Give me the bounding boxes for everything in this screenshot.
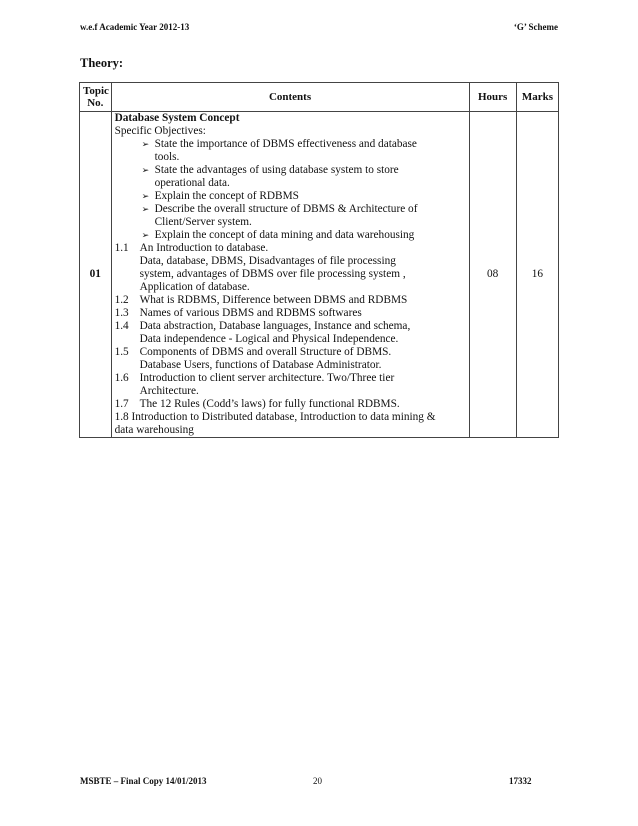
subtopic-text: What is RDBMS, Difference between DBMS and RDBMS	[139, 294, 408, 306]
subtopic-item	[115, 294, 466, 307]
subtopic-number: 1.3	[114, 307, 129, 319]
subtopic-item	[115, 398, 466, 411]
subtopic-text-cont: Application of database.	[139, 281, 250, 293]
subtopic-number: 1.7	[114, 398, 129, 410]
subtopic-text-cont: Data independence - Logical and Physical Independence.	[139, 333, 399, 345]
subtopic-number: 1.2	[114, 294, 129, 306]
course-code: 17332	[509, 776, 532, 786]
table-row	[80, 112, 559, 438]
footer-copy: MSBTE – Final Copy 14/01/2013	[80, 776, 207, 786]
subtopic-text-cont: system, advantages of DBMS over file processing system ,	[139, 268, 406, 280]
col-marks: Marks	[516, 83, 558, 112]
objective-text: State the advantages of using database system to store	[154, 164, 399, 176]
header-scheme: ‘G’ Scheme	[513, 22, 558, 32]
subtopics-list	[115, 242, 466, 411]
col-contents: Contents	[111, 83, 469, 112]
objective-item	[115, 138, 466, 151]
topic-title: Database System Concept	[114, 112, 240, 124]
objective-item	[115, 203, 466, 216]
topic-number: 01	[80, 112, 112, 438]
subtopic-text-cont: Data, database, DBMS, Disadvantages of file processing	[139, 255, 396, 267]
objective-text-cont: operational data.	[154, 177, 230, 189]
subtopic-text: Components of DBMS and overall Structure of DBMS.	[139, 346, 392, 358]
subtopic-text: The 12 Rules (Codd’s laws) for fully functional RDBMS.	[139, 398, 400, 410]
subtopic-1-8-cont: data warehousing	[114, 424, 194, 436]
syllabus-table	[79, 82, 559, 438]
objective-item	[115, 190, 466, 203]
table-header-row	[80, 83, 559, 112]
subtopic-text: Introduction to client server architecture. Two/Three tier	[139, 372, 395, 384]
subtopic-text: Data abstraction, Database languages, Instance and schema,	[139, 320, 411, 332]
marks-value: 16	[516, 112, 558, 438]
topic-contents	[111, 112, 469, 438]
arrow-bullet-icon: ➢	[141, 204, 150, 214]
objective-text: Explain the concept of RDBMS	[154, 190, 299, 202]
subtopic-number: 1.5	[114, 346, 129, 358]
subtopic-1-8: 1.8 Introduction to Distributed database, Introduction to data mining &	[114, 411, 436, 423]
col-topic-label: Topic	[83, 85, 109, 97]
page-number: 20	[313, 776, 322, 786]
subtopic-item	[115, 307, 466, 320]
subtopic-number: 1.6	[114, 372, 129, 384]
objective-item	[115, 229, 466, 242]
objective-text-cont: tools.	[154, 151, 180, 163]
objectives-list	[115, 138, 466, 242]
arrow-bullet-icon: ➢	[141, 139, 150, 149]
objective-text: State the importance of DBMS effectiveness and database	[154, 138, 417, 150]
col-hours: Hours	[469, 83, 516, 112]
subtopic-text: An Introduction to database.	[139, 242, 269, 254]
subtopic-text-cont: Database Users, functions of Database Administrator.	[139, 359, 382, 371]
hours-value: 08	[469, 112, 516, 438]
subtopic-item	[115, 242, 466, 255]
header-academic-year: w.e.f Academic Year 2012-13	[80, 22, 190, 32]
objective-text: Describe the overall structure of DBMS & Architecture of	[154, 203, 418, 215]
subtopic-text: Names of various DBMS and RDBMS softwares	[139, 307, 362, 319]
arrow-bullet-icon: ➢	[141, 191, 150, 201]
subtopic-number: 1.1	[114, 242, 129, 254]
subtopic-number: 1.4	[114, 320, 129, 332]
objective-text: Explain the concept of data mining and data warehousing	[154, 229, 415, 241]
col-topic-no	[80, 83, 112, 112]
col-no-label: No.	[87, 97, 104, 109]
arrow-bullet-icon: ➢	[141, 230, 150, 240]
section-title: Theory:	[80, 56, 124, 70]
subtopic-text-cont: Architecture.	[139, 385, 199, 397]
objective-text-cont: Client/Server system.	[154, 216, 252, 228]
objective-item	[115, 164, 466, 177]
objectives-label: Specific Objectives:	[114, 125, 206, 137]
subtopic-item	[115, 372, 466, 385]
subtopic-item	[115, 320, 466, 333]
arrow-bullet-icon: ➢	[141, 165, 150, 175]
subtopic-item	[115, 346, 466, 359]
